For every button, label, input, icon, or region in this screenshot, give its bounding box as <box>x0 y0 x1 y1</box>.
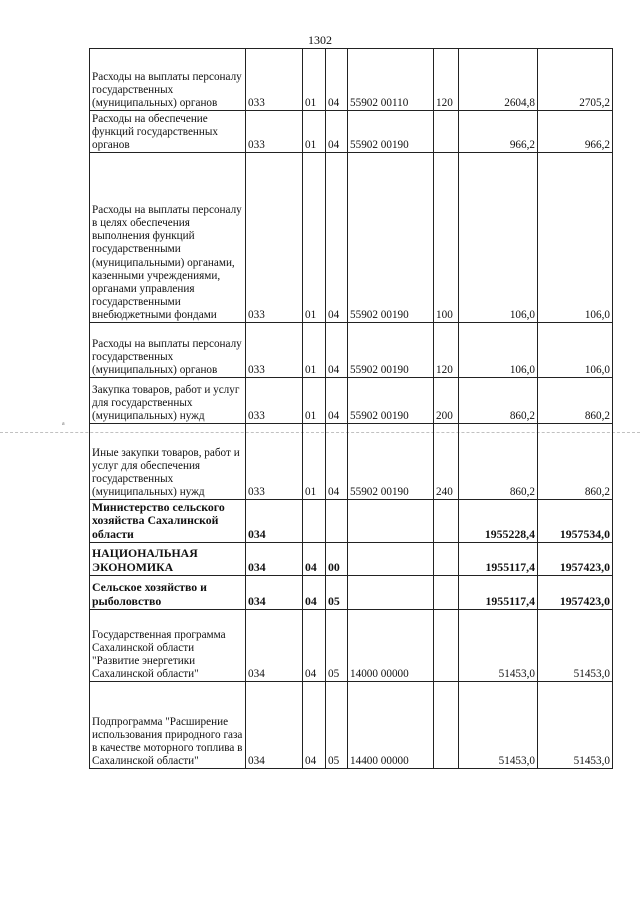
amount-year-2: 51453,0 <box>538 682 613 769</box>
scan-artifact-mark: ₐ <box>62 416 65 427</box>
amount-year-2: 860,2 <box>538 378 613 424</box>
expense-type-code <box>434 500 459 543</box>
row-name: Сельское хозяйство и рыболовство <box>90 576 246 610</box>
subsection-code <box>326 500 348 543</box>
table-row <box>90 543 613 576</box>
ministry-code: 033 <box>246 111 303 153</box>
amount-year-2: 106,0 <box>538 153 613 323</box>
row-name: Расходы на обеспечение функций государственных органов <box>90 111 246 153</box>
target-article-code: 55902 00190 <box>348 153 434 323</box>
table-row <box>90 323 613 378</box>
expense-type-code: 240 <box>434 424 459 500</box>
table-row <box>90 682 613 769</box>
subsection-code: 04 <box>326 111 348 153</box>
amount-year-1: 51453,0 <box>459 682 538 769</box>
expense-type-code <box>434 576 459 610</box>
row-name: Расходы на выплаты персоналу в целях обеспечения выполнения функций государственными (муниципальными) органами, казенными учреждениями, органами управления государственными внебюджетными фондами <box>90 153 246 323</box>
amount-year-2: 966,2 <box>538 111 613 153</box>
amount-year-2: 2705,2 <box>538 49 613 111</box>
amount-year-2: 860,2 <box>538 424 613 500</box>
row-name: Расходы на выплаты персоналу государственных (муниципальных) органов <box>90 49 246 111</box>
table-row <box>90 153 613 323</box>
target-article-code <box>348 576 434 610</box>
subsection-code: 04 <box>326 424 348 500</box>
target-article-code: 55902 00190 <box>348 323 434 378</box>
row-name: Иные закупки товаров, работ и услуг для обеспечения государственных (муниципальных) нужд <box>90 424 246 500</box>
amount-year-1: 1955117,4 <box>459 543 538 576</box>
ministry-code: 033 <box>246 378 303 424</box>
amount-year-1: 106,0 <box>459 323 538 378</box>
ministry-code: 033 <box>246 153 303 323</box>
expense-type-code: 200 <box>434 378 459 424</box>
expense-type-code: 120 <box>434 323 459 378</box>
ministry-code: 034 <box>246 500 303 543</box>
ministry-code: 033 <box>246 323 303 378</box>
expense-type-code <box>434 543 459 576</box>
amount-year-1: 106,0 <box>459 153 538 323</box>
subsection-code: 00 <box>326 543 348 576</box>
ministry-code: 033 <box>246 49 303 111</box>
target-article-code: 55902 00110 <box>348 49 434 111</box>
table-row <box>90 610 613 682</box>
amount-year-2: 1957423,0 <box>538 543 613 576</box>
expense-type-code: 100 <box>434 153 459 323</box>
target-article-code <box>348 500 434 543</box>
target-article-code: 14000 00000 <box>348 610 434 682</box>
row-name: Подпрограмма "Расширение использования природного газа в качестве моторного топлива в Сахалинской области" <box>90 682 246 769</box>
target-article-code: 55902 00190 <box>348 424 434 500</box>
amount-year-1: 860,2 <box>459 424 538 500</box>
expense-type-code <box>434 610 459 682</box>
section-code: 04 <box>303 682 326 769</box>
row-name: Закупка товаров, работ и услуг для государственных (муниципальных) нужд <box>90 378 246 424</box>
budget-table <box>89 48 613 769</box>
row-name: Государственная программа Сахалинской области "Развитие энергетики Сахалинской области" <box>90 610 246 682</box>
section-code <box>303 500 326 543</box>
section-code: 01 <box>303 111 326 153</box>
table-row <box>90 111 613 153</box>
subsection-code: 04 <box>326 49 348 111</box>
ministry-code: 034 <box>246 610 303 682</box>
amount-year-2: 51453,0 <box>538 610 613 682</box>
subsection-code: 04 <box>326 153 348 323</box>
subsection-code: 05 <box>326 682 348 769</box>
amount-year-2: 1957423,0 <box>538 576 613 610</box>
table-row <box>90 49 613 111</box>
ministry-code: 034 <box>246 682 303 769</box>
target-article-code: 14400 00000 <box>348 682 434 769</box>
target-article-code: 55902 00190 <box>348 111 434 153</box>
subsection-code: 05 <box>326 610 348 682</box>
amount-year-1: 2604,8 <box>459 49 538 111</box>
ministry-code: 034 <box>246 543 303 576</box>
section-code: 01 <box>303 378 326 424</box>
amount-year-1: 1955228,4 <box>459 500 538 543</box>
row-name: Министерство сельского хозяйства Сахалинской области <box>90 500 246 543</box>
amount-year-2: 1957534,0 <box>538 500 613 543</box>
subsection-code: 05 <box>326 576 348 610</box>
subsection-code: 04 <box>326 323 348 378</box>
section-code: 01 <box>303 49 326 111</box>
expense-type-code: 120 <box>434 49 459 111</box>
section-code: 01 <box>303 424 326 500</box>
amount-year-1: 860,2 <box>459 378 538 424</box>
amount-year-1: 51453,0 <box>459 610 538 682</box>
row-name: Расходы на выплаты персоналу государственных (муниципальных) органов <box>90 323 246 378</box>
section-code: 04 <box>303 543 326 576</box>
section-code: 01 <box>303 323 326 378</box>
amount-year-1: 1955117,4 <box>459 576 538 610</box>
target-article-code: 55902 00190 <box>348 378 434 424</box>
amount-year-1: 966,2 <box>459 111 538 153</box>
table-row <box>90 424 613 500</box>
amount-year-2: 106,0 <box>538 323 613 378</box>
table-row <box>90 378 613 424</box>
ministry-code: 034 <box>246 576 303 610</box>
expense-type-code <box>434 111 459 153</box>
row-name: НАЦИОНАЛЬНАЯ ЭКОНОМИКА <box>90 543 246 576</box>
subsection-code: 04 <box>326 378 348 424</box>
section-code: 04 <box>303 576 326 610</box>
page-number: 1302 <box>308 33 332 47</box>
expense-type-code <box>434 682 459 769</box>
section-code: 04 <box>303 610 326 682</box>
table-row <box>90 576 613 610</box>
target-article-code <box>348 543 434 576</box>
ministry-code: 033 <box>246 424 303 500</box>
table-row <box>90 500 613 543</box>
section-code: 01 <box>303 153 326 323</box>
